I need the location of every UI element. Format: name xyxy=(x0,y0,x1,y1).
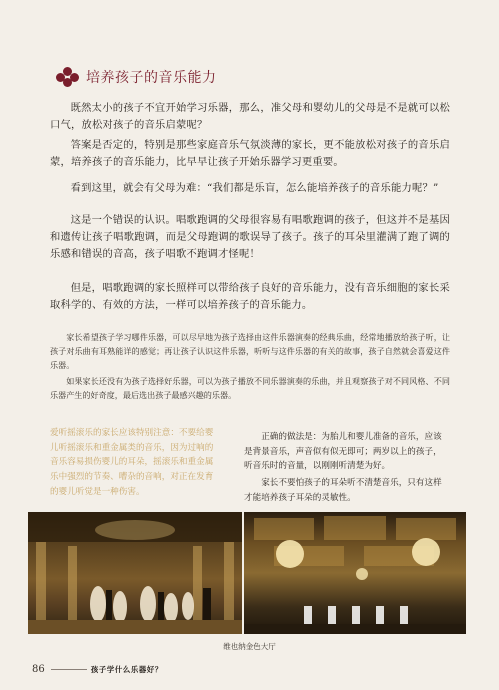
golden-hall-ceiling-photo xyxy=(244,512,466,634)
hall-dancers-illustration xyxy=(28,512,242,634)
sidebar-note: 爱听摇滚乐的家长应该特别注意：不要给婴儿听摇滚乐和重金属类的音乐，因为过响的音乐容易损伤婴儿的耳朵，摇滚乐和重金属乐中强烈的节奏、嘈杂的音响，对正在发育的婴儿听觉是一种伤害。 xyxy=(50,428,214,497)
section-title: 培养孩子的音乐能力 xyxy=(86,70,217,86)
small-paragraph: 如果家长还没有为孩子选择好乐器，可以为孩子播放不同乐器演奏的乐曲，并且观察孩子对不同风格、不同乐器产生的好奇度，最后选出孩子最感兴趣的乐器。 xyxy=(50,376,450,400)
small-paragraph: 家长希望孩子学习哪件乐器，可以尽早地为孩子选择由这件乐器演奏的经典乐曲，经常地播放给孩子听，让孩子对乐曲有耳熟能详的感觉；再让孩子认识这件乐器，听听与这件乐器的有关的故事，孩子自然就会喜爱这件乐器。 xyxy=(50,332,450,370)
photo-caption: 维也纳金色大厅 xyxy=(223,642,276,651)
paragraph: 这是一个错误的认识。唱歌跑调的父母很容易有唱歌跑调的孩子，但这并不是基因和遗传让孩子唱歌跑调，而是父母跑调的歌误导了孩子。孩子的耳朵里灌满了跑了调的乐感和错误的音高，孩子唱歌不跑调才怪呢！ xyxy=(50,214,450,260)
section-heading xyxy=(56,66,217,88)
right-column-paragraph: 正确的做法是：为胎儿和婴儿准备的音乐，应该是背景音乐，声音似有似无即可；两岁以上的孩子，听音乐时的音量，以刚刚听清楚为好。 xyxy=(244,432,442,472)
concert-hall-dance-photo xyxy=(28,512,242,634)
hall-ceiling-illustration xyxy=(244,512,466,634)
right-column-paragraph: 家长不要怕孩子的耳朵听不清楚音乐，只有这样才能培养孩子耳朵的灵敏性。 xyxy=(244,478,442,503)
page-footer xyxy=(32,664,163,675)
paragraph: 看到这里，就会有父母为难：“我们都是乐盲，怎么能培养孩子的音乐能力呢？” xyxy=(70,182,439,194)
four-petal-flower-icon xyxy=(56,67,80,87)
paragraph: 答案是否定的，特别是那些家庭音乐气氛淡薄的家长，更不能放松对孩子的音乐启蒙，培养孩子的音乐能力，比早早让孩子开始乐器学习更重要。 xyxy=(50,139,450,168)
paragraph: 既然太小的孩子不宜开始学习乐器，那么，准父母和婴幼儿的父母是不是就可以松口气，放松对孩子的音乐启蒙呢？ xyxy=(50,102,450,131)
running-title: 孩子学什么乐器好？ xyxy=(90,665,163,674)
footer-rule xyxy=(51,669,87,670)
photo-strip xyxy=(28,512,466,634)
paragraph: 但是，唱歌跑调的家长照样可以带给孩子良好的音乐能力，没有音乐细胞的家长采取科学的、有效的方法，一样可以培养孩子的音乐能力。 xyxy=(50,282,450,311)
page-number: 86 xyxy=(32,664,45,675)
